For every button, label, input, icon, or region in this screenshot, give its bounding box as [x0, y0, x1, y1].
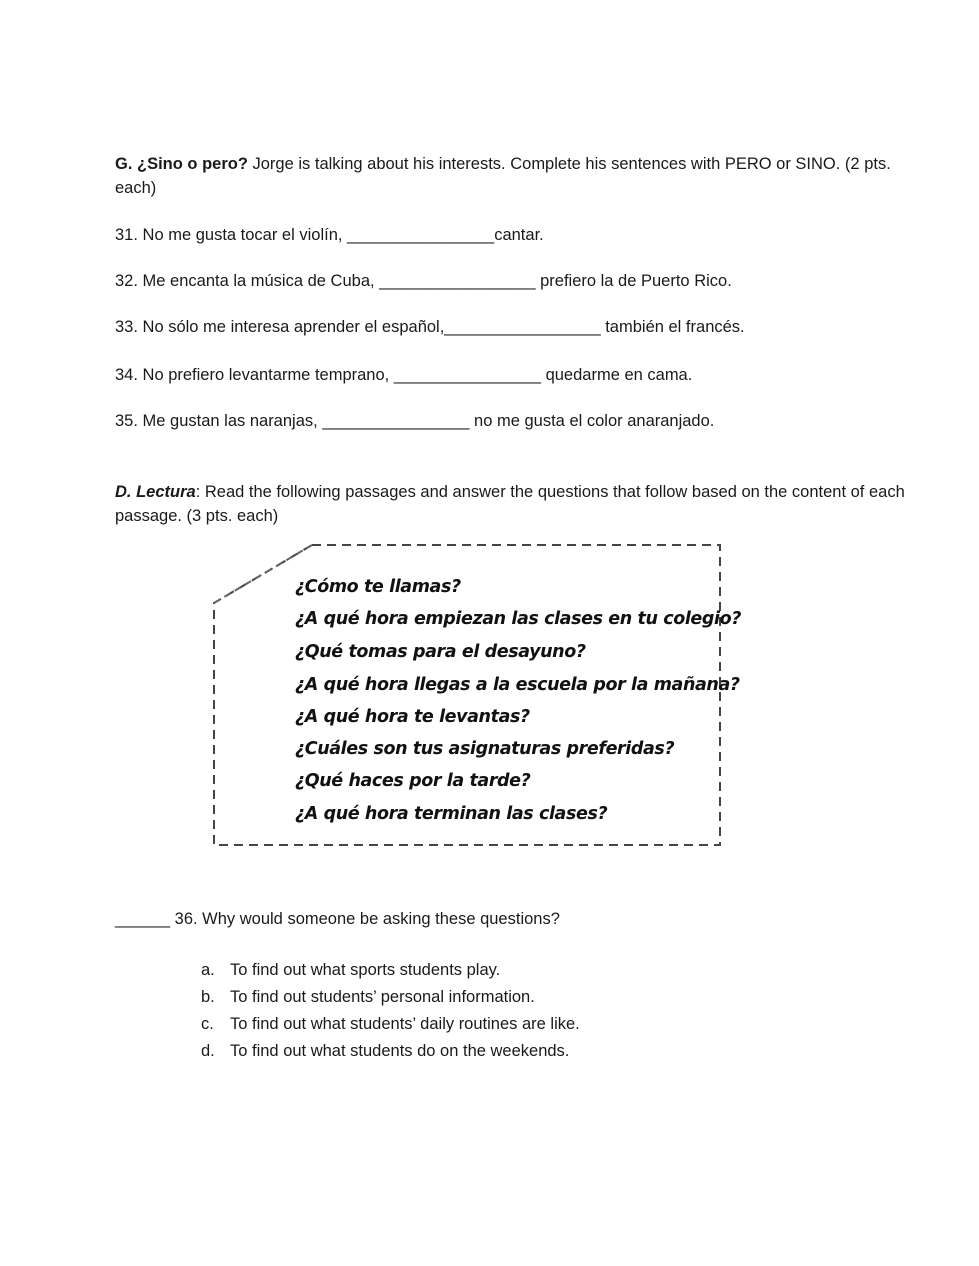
passage-question: ¿A qué hora terminan las clases?	[295, 804, 608, 824]
passage-question: ¿Qué haces por la tarde?	[295, 771, 531, 791]
answer-option-a	[201, 959, 500, 981]
answer-blank: ______	[115, 910, 171, 928]
answer-option-d	[201, 1040, 569, 1062]
passage-question: ¿A qué hora te levantas?	[295, 707, 530, 727]
option-text: To find out what students’ daily routines are like.	[230, 1015, 580, 1033]
passage-question: ¿Cuáles son tus asignaturas preferidas?	[295, 739, 675, 759]
section-g-instructions	[115, 152, 915, 200]
answer-blank: ________________	[322, 412, 470, 430]
passage-question: ¿A qué hora llegas a la escuela por la mañana?	[295, 675, 740, 695]
sentence-item	[115, 364, 692, 386]
answer-blank: ________________	[393, 366, 541, 384]
item-text-before: Me encanta la música de Cuba,	[142, 272, 380, 290]
option-letter: a.	[201, 961, 215, 979]
item-number: 35.	[115, 412, 138, 430]
item-number: 33.	[115, 318, 138, 336]
item-text-after: cantar.	[494, 226, 544, 244]
item-text-after: también el francés.	[600, 318, 745, 336]
passage-question: ¿Cómo te llamas?	[295, 577, 461, 597]
option-text: To find out what sports students play.	[230, 961, 501, 979]
section-g-heading: G. ¿Sino o pero?	[115, 155, 248, 173]
answer-blank: _________________	[379, 272, 536, 290]
sentence-item	[115, 224, 544, 246]
item-text-after: prefiero la de Puerto Rico.	[535, 272, 732, 290]
section-d-instructions	[115, 480, 915, 528]
option-letter: b.	[201, 988, 215, 1006]
sentence-item	[115, 316, 745, 338]
question-36-text: 36. Why would someone be asking these questions?	[170, 910, 560, 928]
option-letter: d.	[201, 1042, 215, 1060]
item-text-before: No sólo me interesa aprender el español,	[142, 318, 445, 336]
section-g-text: Jorge is talking about his interests. Complete his sentences with PERO or SINO. (2 pts. each)	[115, 155, 891, 197]
item-text-after: no me gusta el color anaranjado.	[469, 412, 715, 430]
passage-question: ¿A qué hora empiezan las clases en tu colegio?	[295, 609, 741, 629]
item-text-before: No me gusta tocar el violín,	[142, 226, 348, 244]
option-text: To find out what students do on the weekends.	[230, 1042, 570, 1060]
answer-option-c	[201, 1013, 580, 1035]
item-text-before: Me gustan las naranjas,	[142, 412, 323, 430]
option-text: To find out students’ personal information.	[230, 988, 535, 1006]
item-number: 31.	[115, 226, 138, 244]
item-number: 32.	[115, 272, 138, 290]
question-36	[115, 908, 560, 930]
option-letter: c.	[201, 1015, 214, 1033]
answer-blank: ________________	[347, 226, 495, 244]
section-d-text: : Read the following passages and answer the questions that follow based on the content of each passage. (3 pts. each)	[115, 483, 905, 525]
sentence-item	[115, 270, 732, 292]
passage-question: ¿Qué tomas para el desayuno?	[295, 642, 586, 662]
item-text-after: quedarme en cama.	[540, 366, 693, 384]
answer-option-b	[201, 986, 535, 1008]
section-d-heading: D. Lectura	[115, 483, 196, 501]
item-number: 34.	[115, 366, 138, 384]
item-text-before: No prefiero levantarme temprano,	[142, 366, 394, 384]
answer-blank: _________________	[444, 318, 601, 336]
sentence-item	[115, 410, 714, 432]
